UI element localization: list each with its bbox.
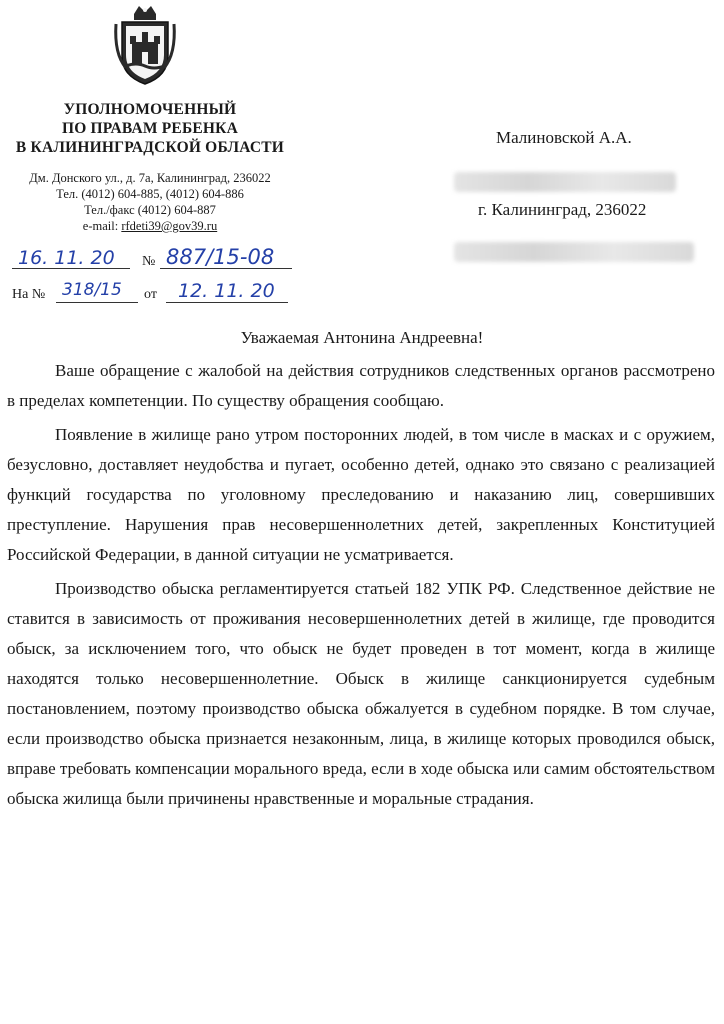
paragraph-3: Производство обыска регламентируется статьей 182 УПК РФ. Следственное действие не ставится в зависимость от проживания несовершеннолетних детей в жилище, где проводится обыск, за исключением того, что обыск не будет проведен в тот момент, когда в жилище находятся только несовершеннолетние. Обыск в жилище санкционируется судебным постановлением, поэтому производство обыска обжалуется в судебном порядке. В том случае, если производство обыска признается незаконным, лица, в жилище которых проводился обыск, вправе требовать компенсации морального вреда, если в ходе обыска или самим обстоятельством обыска жилища были причинены нравственные и моральные страдания. [7, 579, 715, 808]
sender-organization [0, 100, 300, 157]
paragraph-1: Ваше обращение с жалобой на действия сотрудников следственных органов рассмотрено в пределах компетенции. По существу обращения сообщаю. [7, 361, 715, 410]
paragraph-2: Появление в жилище рано утром посторонних людей, в том числе в масках и с оружием, безусловно, доставляет неудобства и пугает, особенно детей, однако это связано с реализацией функций государства по уголовному преследованию и наказанию лиц, совершивших преступление. Нарушения прав несовершеннолетних детей, закрепленных Конституцией Российской Федерации, в данной ситуации не усматривается. [7, 425, 715, 564]
ref-number-underline [56, 302, 138, 303]
sender-phone: Тел. (4012) 604-885, (4012) 604-886 [56, 187, 244, 201]
ref-date: 12. 11. 20 [178, 280, 275, 302]
org-line-2: ПО ПРАВАМ РЕБЕНКА [61, 120, 239, 137]
letter-body [7, 356, 715, 818]
ref-number-label: На № [12, 287, 46, 302]
outgoing-date-underline [12, 268, 130, 269]
outgoing-number-underline [160, 268, 292, 269]
redacted-line [454, 242, 694, 262]
greeting: Уважаемая Антонина Андреевна! [240, 328, 484, 347]
email-label: e-mail: [82, 219, 119, 233]
ref-from-label: от [144, 287, 157, 302]
sender-address: Дм. Донского ул., д. 7а, Калининград, 236022 [29, 171, 271, 185]
sender-email-line [10, 218, 290, 234]
org-line-1: УПОЛНОМОЧЕННЫЙ [63, 101, 237, 118]
outgoing-number: 887/15-08 [166, 245, 275, 269]
email-link[interactable]: rfdeti39@gov39.ru [121, 219, 218, 233]
redacted-street [454, 172, 676, 192]
coat-of-arms-emblem [112, 4, 178, 86]
ref-date-underline [166, 302, 288, 303]
outgoing-date: 16. 11. 20 [18, 247, 115, 269]
ref-number: 318/15 [62, 280, 122, 300]
sender-contacts [10, 170, 290, 234]
recipient-city: г. Калининград, 236022 [478, 200, 647, 219]
org-line-3: В КАЛИНИНГРАДСКОЙ ОБЛАСТИ [15, 139, 285, 156]
sender-fax: Тел./факс (4012) 604-887 [84, 203, 216, 217]
recipient-name: Малиновской А.А. [496, 128, 632, 147]
number-label: № [142, 254, 156, 269]
